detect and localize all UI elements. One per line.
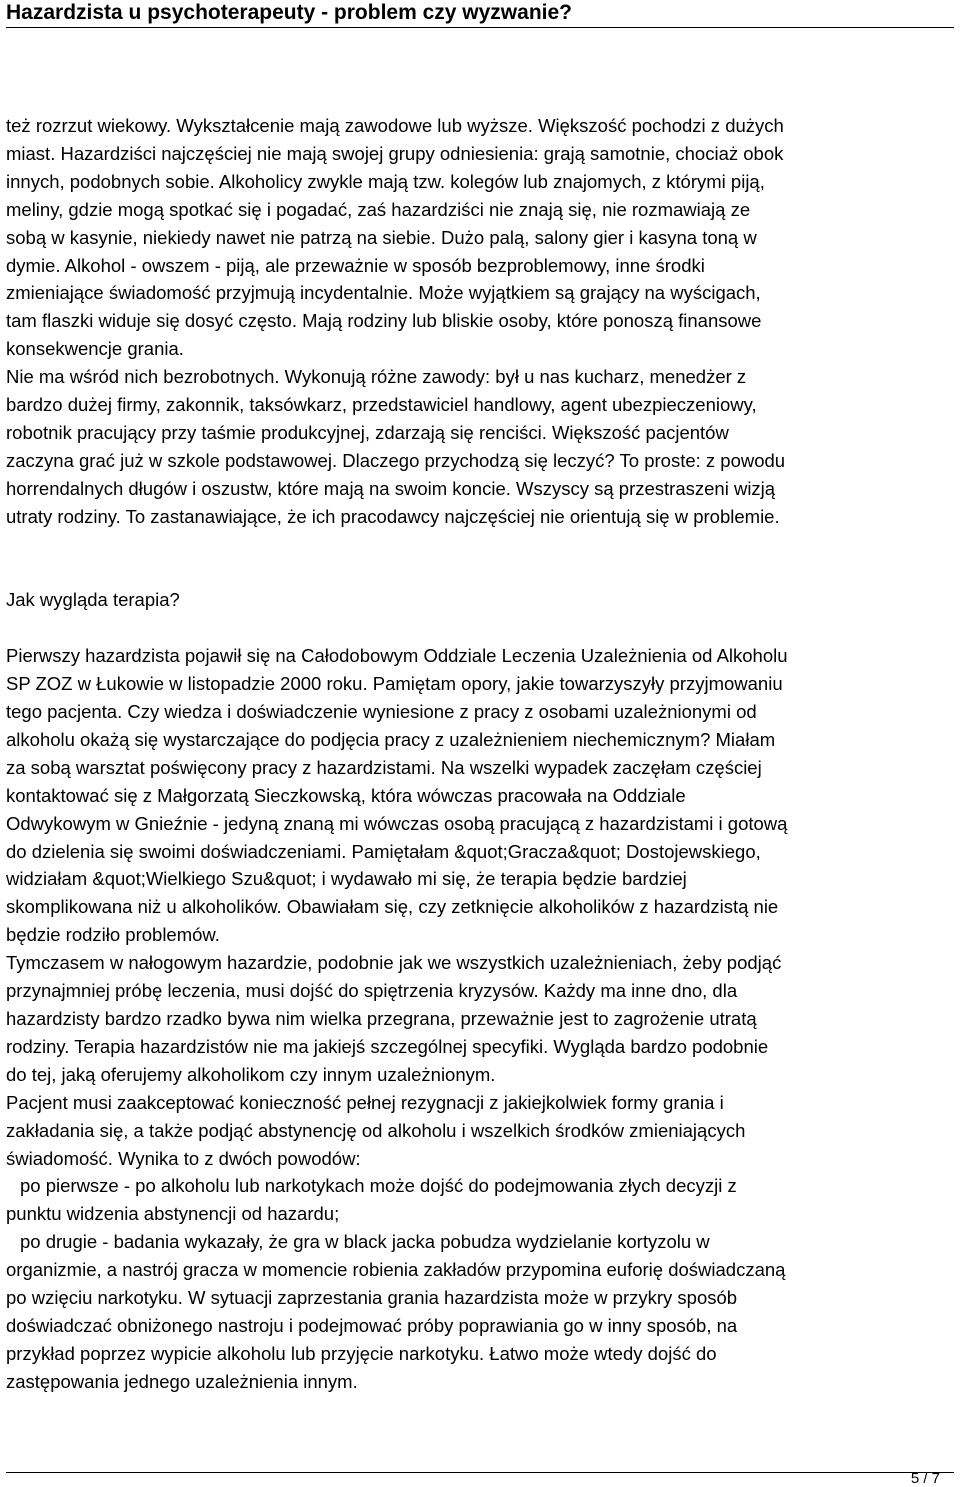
article-body: [6, 112, 954, 1396]
text-line: Pacjent musi zaakceptować konieczność pełnej rezygnacji z jakiejkolwiek formy grania i: [6, 1091, 724, 1113]
text-line: tam flaszki widuje się dosyć często. Mają rodziny lub bliskie osoby, które ponoszą finansowe: [6, 310, 762, 332]
text-line: tego pacjenta. Czy wiedza i doświadczenie wyniesione z pracy z osobami uzależnionymi od: [6, 701, 757, 722]
page-title: Hazardzista u psychoterapeuty - problem czy wyzwanie?: [6, 1, 572, 24]
text-line: do dzielenia się swoimi doświadczeniami. Pamiętałam &quot;Gracza&quot; Dostojewskiego,: [6, 840, 761, 862]
text-line: Tymczasem w nałogowym hazardzie, podobnie jak we wszystkich uzależnieniach, żeby podjąć: [6, 952, 782, 974]
footer-divider: [6, 1472, 954, 1473]
text-line: skomplikowana niż u alkoholików. Obawiałam się, czy zetknięcie alkoholików z hazardzistą nie: [6, 896, 779, 918]
text-line: alkoholu okażą się wystarczające do podjęcia pracy z uzależnieniem niechemicznym? Miałam: [6, 728, 776, 750]
text-line: doświadczać obniżonego nastroju i podejmować próby poprawiania go w inny sposób, na: [6, 1314, 738, 1336]
paragraph-professions: [6, 363, 954, 530]
text-line: utraty rodziny. To zastanawiające, że ich pracodawcy najczęściej nie orientują się w problemie.: [6, 505, 780, 527]
text-line: konsekwencje grania.: [6, 338, 184, 360]
list-item-first: po pierwsze - po alkoholu lub narkotykach może dojść do podejmowania złych decyzji z: [20, 1175, 737, 1197]
text-line: też rozrzut wiekowy. Wykształcenie mają zawodowe lub wyższe. Większość pochodzi z dużych: [6, 115, 784, 136]
paragraph-first-patient: [6, 642, 954, 949]
paragraph-abstinence: [6, 1089, 954, 1396]
spacer: [6, 531, 954, 587]
text-line: dymie. Alkohol - owszem - piją, ale przeważnie w sposób bezproblemowy, inne środki: [6, 254, 705, 276]
text-line: Pierwszy hazardzista pojawił się na Całodobowym Oddziale Leczenia Uzależnienia od Alkoholu: [6, 645, 788, 667]
text-line: zakładania się, a także podjąć abstynencję od alkoholu i wszelkich środków zmieniających: [6, 1119, 746, 1141]
text-line: meliny, gdzie mogą spotkać się i pogadać, zaś hazardziści nie znają się, nie rozmawiają ze: [6, 198, 751, 220]
text-line: robotnik pracujący przy taśmie produkcyjnej, zdarzają się renciści. Większość pacjentów: [6, 421, 729, 443]
list-item-second: po drugie - badania wykazały, że gra w black jacka pobudza wydzielanie kortyzolu w: [20, 1231, 710, 1253]
text-line: rodziny. Terapia hazardzistów nie ma jakiejś szczególnej specyfiki. Wygląda bardzo podobnie: [6, 1035, 769, 1057]
spacer: [6, 614, 954, 642]
text-line: zaczyna grać już w szkole podstawowej. Dlaczego przychodzą się leczyć? To proste: z powodu: [6, 449, 786, 471]
text-line: Odwykowym w Gnieźnie - jedyną znaną mi wówczas osobą pracującą z hazardzistami i gotową: [6, 812, 788, 834]
text-line: punktu widzenia abstynencji od hazardu;: [6, 1203, 340, 1225]
text-line: bardzo dużej firmy, zakonnik, taksówkarz, przedstawiciel handlowy, agent ubezpieczeniowy,: [6, 394, 757, 416]
section-heading: Jak wygląda terapia?: [6, 589, 180, 611]
paragraph-crisis: [6, 949, 954, 1089]
text-line: za sobą warsztat poświęcony pracy z hazardzistami. Na wszelki wypadek zaczęłam częściej: [6, 756, 762, 778]
text-line: sobą w kasynie, niekiedy nawet nie patrzą na siebie. Dużo palą, salony gier i kasyna toną w: [6, 226, 757, 248]
text-line: innych, podobnych sobie. Alkoholicy zwykle mają tzw. kolegów lub znajomych, z którymi piją,: [6, 170, 765, 192]
text-line: zmieniające świadomość przyjmują incydentalnie. Może wyjątkiem są grający na wyścigach,: [6, 282, 761, 304]
header-divider: [6, 27, 954, 28]
text-line: świadomość. Wynika to z dwóch powodów:: [6, 1147, 361, 1169]
text-line: przykład poprzez wypicie alkoholu lub przyjęcie narkotyku. Łatwo może wtedy dojść do: [6, 1342, 717, 1364]
paragraph-demographics: [6, 112, 954, 363]
text-line: hazardzisty bardzo rzadko bywa nim wielka przegrana, przeważnie jest to zagrożenie utratą: [6, 1007, 757, 1029]
text-line: będzie rodziło problemów.: [6, 924, 220, 946]
text-line: zastępowania jednego uzależnienia innym.: [6, 1370, 358, 1392]
text-line: widziałam &quot;Wielkiego Szu&quot; i wydawało mi się, że terapia będzie bardziej: [6, 868, 687, 890]
text-line: przynajmniej próbę leczenia, musi dojść do spiętrzenia kryzysów. Każdy ma inne dno, dla: [6, 980, 738, 1002]
text-line: miast. Hazardziści najczęściej nie mają swojej grupy odniesienia: grają samotnie, chociaż obok: [6, 142, 784, 164]
page-number: 5 / 7: [910, 1470, 940, 1487]
text-line: Nie ma wśród nich bezrobotnych. Wykonują różne zawody: był u nas kucharz, menedżer z: [6, 366, 747, 388]
text-line: do tej, jaką oferujemy alkoholikom czy innym uzależnionym.: [6, 1063, 496, 1085]
text-line: organizmie, a nastrój gracza w momencie robienia zakładów przypomina euforię doświadczaną: [6, 1259, 786, 1281]
text-line: horrendalnych długów i oszustw, które mają na swoim koncie. Wszyscy są przestraszeni wizją: [6, 477, 776, 499]
text-line: SP ZOZ w Łukowie w listopadzie 2000 roku. Pamiętam opory, jakie towarzyszyły przyjmowaniu: [6, 673, 783, 695]
text-line: po wzięciu narkotyku. W sytuacji zaprzestania grania hazardzista może w przykry sposób: [6, 1287, 738, 1309]
text-line: kontaktować się z Małgorzatą Sieczkowską, która wówczas pracowała na Oddziale: [6, 784, 686, 806]
